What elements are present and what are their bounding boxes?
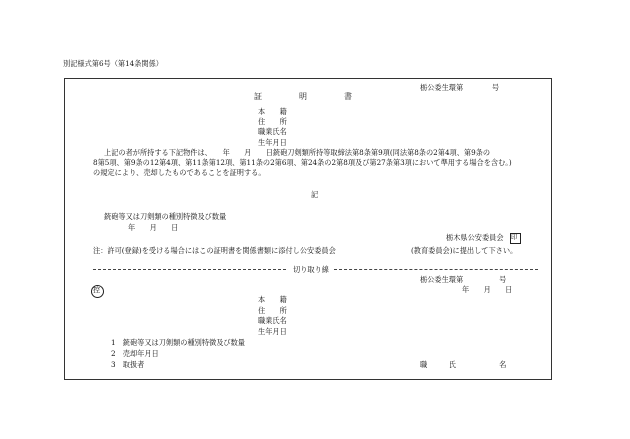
body-line-1: 上記の者が所持する下記物件は、 年 月 日銃砲刀剣類所持等取締法第8条第9項(同法第8条の2第4項、第9条の bbox=[104, 148, 491, 157]
stub-handler-label: 職 氏 名 bbox=[420, 360, 507, 369]
stub-field-address: 住 所 bbox=[258, 306, 287, 315]
issuer: 栃木県公安委員会 bbox=[446, 233, 504, 242]
body-line-2: 8第5項、第9条の12第4項、第11条第12項、第11条の2第6項、第24条の2第8項及び第27条第3項において準用する場合を含む。) bbox=[93, 158, 512, 167]
stub-field-honseki: 本 籍 bbox=[258, 295, 287, 304]
note-right: (教育委員会)に提出して下さい。 bbox=[411, 246, 518, 255]
note-left: 注：許可(登録)を受ける場合にはこの証明書を関係書類に添付し公安委員会 bbox=[93, 246, 336, 255]
cut-line-left bbox=[93, 269, 286, 270]
certificate-title: 証 明 書 bbox=[254, 92, 353, 101]
item-label: 銃砲等又は刀剣類の種別特徴及び数量 bbox=[104, 212, 227, 221]
stub-item-3: 3 取扱者 bbox=[111, 360, 145, 369]
stub-field-birthdate: 生年月日 bbox=[258, 327, 287, 336]
cut-line-label: 切り取り線 bbox=[293, 265, 329, 274]
field-honseki: 本 籍 bbox=[258, 107, 287, 116]
certificate-number: 栃公委生環第 号 bbox=[420, 83, 500, 92]
body-line-3: の規定により、売却したものであることを証明する。 bbox=[93, 168, 266, 177]
field-address: 住 所 bbox=[258, 117, 287, 126]
field-birthdate: 生年月日 bbox=[258, 138, 287, 147]
stub-field-occupation-name: 職業氏名 bbox=[258, 316, 287, 325]
certificate-date: 年 月 日 bbox=[128, 223, 179, 232]
cut-line-right bbox=[334, 269, 538, 270]
ki-heading: 記 bbox=[311, 190, 319, 199]
stub-item-2: 2 売却年月日 bbox=[111, 349, 159, 358]
seal-mark: 印 bbox=[511, 233, 518, 241]
stub-number: 栃公委生環第 号 bbox=[420, 275, 507, 284]
stub-item-1: 1 銃砲等又は刀剣類の種別特徴及び数量 bbox=[111, 338, 245, 347]
field-occupation-name: 職業氏名 bbox=[258, 127, 287, 136]
copy-mark: 控 bbox=[93, 286, 100, 294]
stub-date: 年 月 日 bbox=[462, 285, 513, 294]
form-label: 別記様式第6号（第14条関係） bbox=[63, 59, 163, 68]
